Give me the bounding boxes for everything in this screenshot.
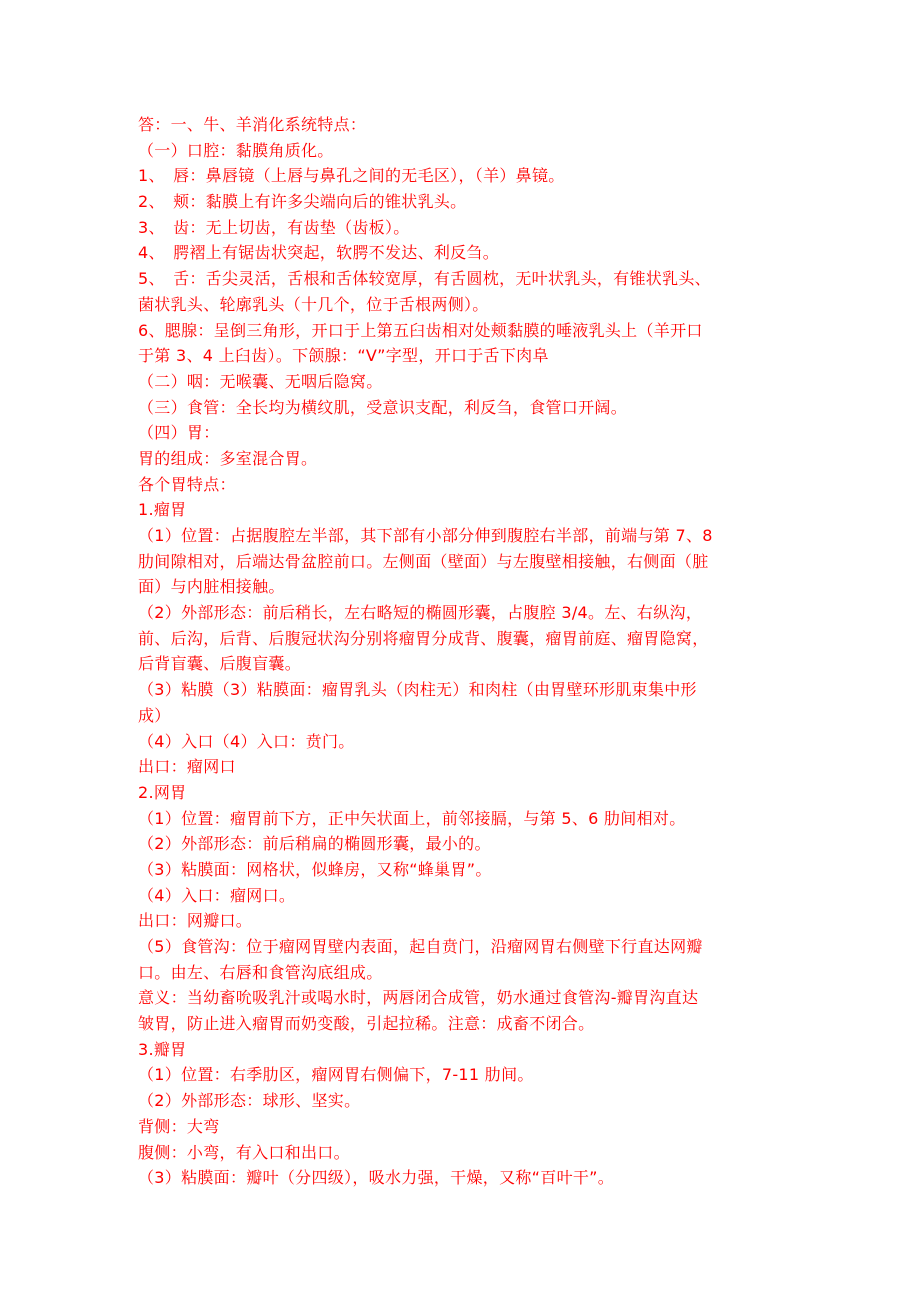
- text-line: 1、 唇：鼻唇镜（上唇与鼻孔之间的无毛区），（羊）鼻镜。: [138, 166, 565, 186]
- text-line: （3）粘膜（3）粘膜面：瘤胃乳头（肉柱无）和肉柱（由胃壁环形肌束集中形: [138, 680, 697, 700]
- text-line: （3）粘膜面：瓣叶（分四级），吸水力强，干燥，又称“百叶干”。: [138, 1168, 615, 1188]
- text-line: （4）入口：瘤网口。: [138, 885, 296, 905]
- text-line: 面）与内脏相接触。: [138, 577, 285, 597]
- text-line: 后背盲囊、后腹盲囊。: [138, 654, 302, 674]
- document-page: [138, 112, 798, 1191]
- text-line: 6、腮腺：呈倒三角形，开口于上第五臼齿相对处颊黏膜的唾液乳头上（羊开口: [138, 320, 703, 340]
- text-line: 1.瘤胃: [138, 500, 187, 520]
- text-line: （5）食管沟：位于瘤网胃壁内表面，起自贲门，沿瘤网胃右侧壁下行直达网瓣: [138, 937, 703, 956]
- text-line: （4）入口（4）入口：贲门。: [138, 731, 355, 751]
- text-line: 背侧：大弯: [138, 1116, 220, 1136]
- text-line: 腹侧：小弯，有入口和出口。: [138, 1142, 350, 1162]
- text-line: 成）: [138, 705, 171, 725]
- text-line: 2.网胃: [138, 782, 187, 802]
- text-line: （一）口腔：黏膜角质化。: [138, 140, 334, 160]
- text-line: 3、 齿：无上切齿，有齿垫（齿板）。: [138, 217, 410, 237]
- text-line: 菌状乳头、轮廓乳头（十几个，位于舌根两侧）。: [138, 294, 489, 314]
- text-line: 答：一、牛、羊消化系统特点：: [138, 115, 367, 134]
- text-line: 5、 舌：舌尖灵活，舌根和舌体较宽厚，有舌圆枕，无叶状乳头，有锥状乳头、: [138, 269, 711, 289]
- text-line: （1）位置：右季肋区，瘤网胃右侧偏下，7-11 肋间。: [138, 1065, 534, 1085]
- text-line: （3）粘膜面：网格状，似蜂房，又称“蜂巢胃”。: [138, 859, 492, 879]
- text-line: 2、 颊：黏膜上有许多尖端向后的锥状乳头。: [138, 192, 467, 212]
- text-line: 皱胃，防止进入瘤胃而奶变酸，引起拉稀。注意：成畜不闭合。: [138, 1014, 595, 1034]
- text-line: （二）咽：无喉囊、无咽后隐窝。: [138, 371, 383, 391]
- text-line: （三）食管：全长均为横纹肌，受意识支配，利反刍，食管口开阔。: [138, 397, 628, 417]
- text-line: （2）外部形态：前后稍扁的椭圆形囊，最小的。: [138, 834, 491, 854]
- text-line: 出口：网瓣口。: [138, 911, 253, 931]
- text-line: 胃的组成：多室混合胃。: [138, 448, 318, 468]
- text-line: （2）外部形态：球形、坚实。: [138, 1091, 361, 1111]
- text-line: （四）胃：: [138, 423, 220, 443]
- text-line: 出口：瘤网口: [138, 757, 236, 777]
- text-line: 3.瓣胃: [138, 1039, 187, 1059]
- text-line: （1）位置：占据腹腔左半部，其下部有小部分伸到腹腔右半部，前端与第 7、8: [138, 526, 713, 545]
- text-line: 口。由左、右唇和食管沟底组成。: [138, 962, 383, 982]
- text-line: （1）位置：瘤胃前下方，正中矢状面上，前邻接膈，与第 5、6 肋间相对。: [138, 808, 686, 828]
- text-line: 4、 腭褶上有锯齿状突起，软腭不发达、利反刍。: [138, 243, 500, 263]
- text-line: 各个胃特点：: [138, 474, 236, 494]
- text-line: 前、后沟，后背、后腹冠状沟分别将瘤胃分成背、腹囊，瘤胃前庭、瘤胃隐窝，: [138, 628, 709, 648]
- text-line: 意义：当幼畜吮吸乳汁或喝水时，两唇闭合成管，奶水通过食管沟-瓣胃沟直达: [138, 988, 699, 1008]
- text-line: 肋间隙相对，后端达骨盆腔前口。左侧面（壁面）与左腹壁相接触，右侧面（脏: [138, 551, 709, 571]
- text-line: （2）外部形态：前后稍长，左右略短的椭圆形囊，占腹腔 3/4。左、右纵沟，: [138, 603, 703, 623]
- text-line: 于第 3、4 上臼齿）。下颌腺：“V”字型，开口于舌下肉阜: [138, 346, 549, 366]
